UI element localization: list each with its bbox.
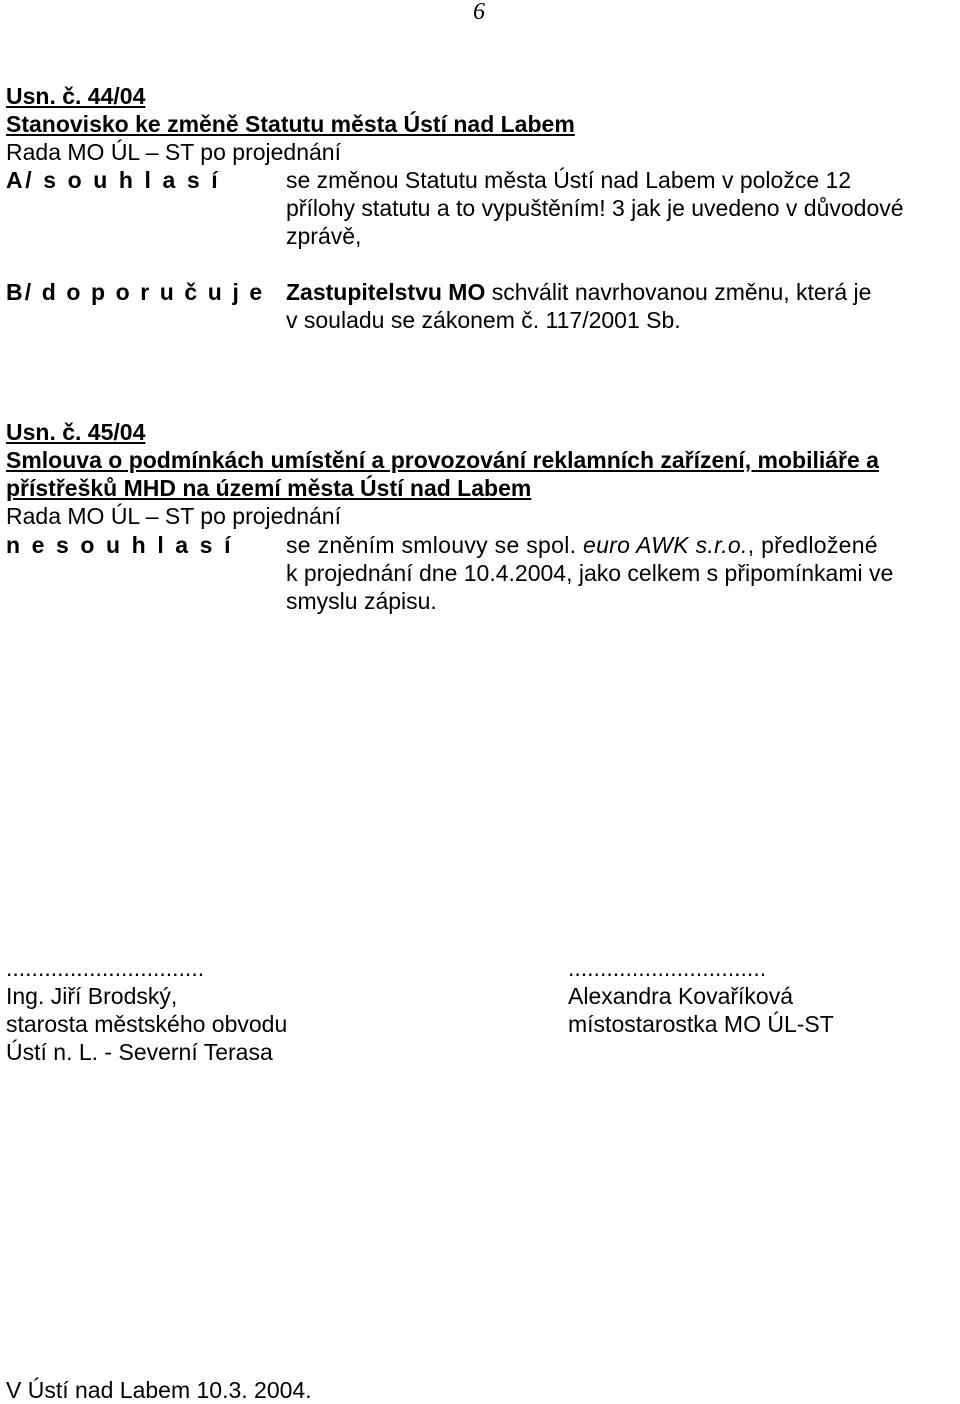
signature-right-name: Alexandra Kovaříková [568,983,794,1009]
resolution-2-intro: Rada MO ÚL – ST po projednání [6,503,341,529]
resolution-2-company: euro AWK s.r.o. [583,532,748,558]
signature-left-role: starosta městského obvodu [6,1011,288,1037]
signature-right-dots: ............................... [568,955,767,981]
resolution-1-b-text-rest: schválit navrhovanou změnu, která je [485,279,872,305]
resolution-1-b-text-line1 [286,278,871,306]
resolution-1-intro: Rada MO ÚL – ST po projednání [6,139,341,165]
resolution-1-number: Usn. č. 44/04 [6,83,146,109]
resolution-1-a-text-line1: se změnou Statutu města Ústí nad Labem v položce 12 [286,167,852,193]
resolution-2-title-line1: Smlouva o podmínkách umístění a provozování reklamních zařízení, mobiliáře a [6,447,879,473]
resolution-2-text-line1 [286,531,878,559]
signature-left-dots: ............................... [6,955,205,981]
resolution-1-b-label: B/ d o p o r u č u j e [6,279,265,305]
resolution-2-number: Usn. č. 45/04 [6,419,146,445]
resolution-2-label: n e s o u h l a s í [6,532,234,558]
signature-right-role: místostarostka MO ÚL-ST [568,1011,834,1037]
resolution-2-text-post: , předložené [747,532,878,558]
resolution-2-title-line2: přístřešků MHD na území města Ústí nad Labem [6,475,532,501]
footer-place-date: V Ústí nad Labem 10.3. 2004. [6,1377,312,1403]
resolution-1-b-addressee: Zastupitelstvu MO [286,279,486,305]
resolution-2-text-line3: smyslu zápisu. [286,588,437,614]
resolution-1-title: Stanovisko ke změně Statutu města Ústí nad Labem [6,111,575,137]
resolution-1-a-text-line3: zprávě, [286,223,362,249]
resolution-2-text-line2: k projednání dne 10.4.2004, jako celkem s připomínkami ve [286,560,894,586]
resolution-1-a-label: A/ s o u h l a s í [6,167,221,193]
resolution-1-a-text-line2: přílohy statutu a to vypuštěním! 3 jak je uvedeno v důvodové [286,195,904,221]
signature-left-place: Ústí n. L. - Severní Terasa [6,1039,273,1065]
resolution-2-text-pre: se zněním smlouvy se spol. [286,532,583,558]
resolution-1-b-text-line2: v souladu se zákonem č. 117/2001 Sb. [286,307,681,333]
page-number: 6 [473,0,485,25]
signature-left-name: Ing. Jiří Brodský, [6,983,178,1009]
